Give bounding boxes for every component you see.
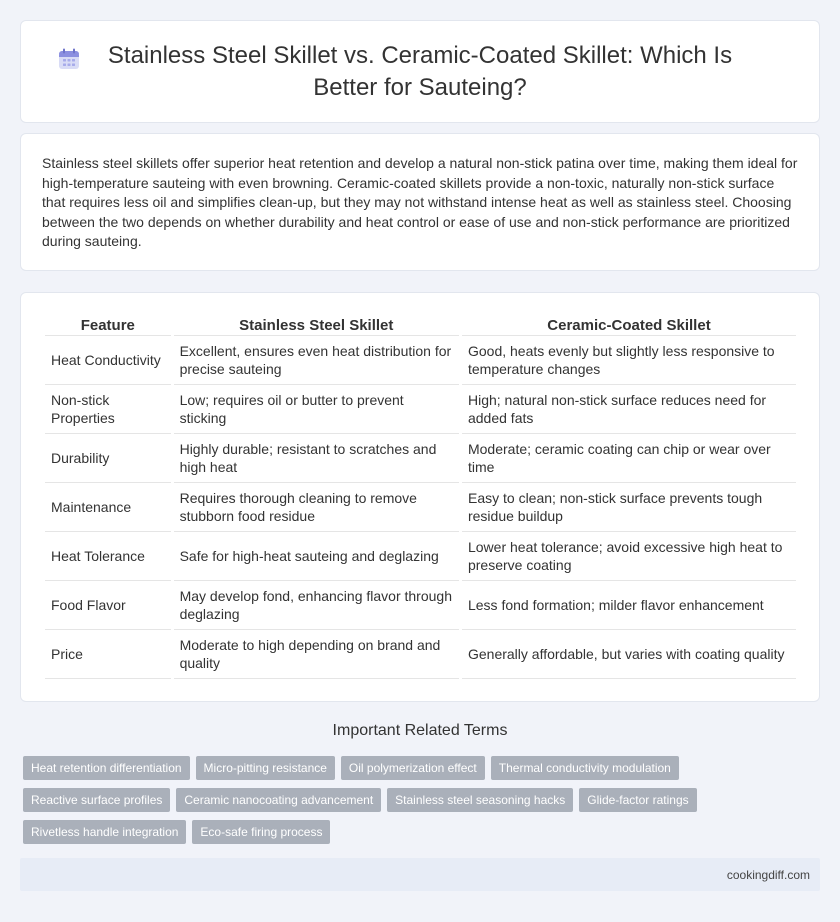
row-feature: Food Flavor (45, 581, 171, 630)
related-tag[interactable]: Rivetless handle integration (23, 820, 186, 844)
comparison-table-card (20, 292, 820, 702)
header-card (20, 20, 820, 123)
footer (20, 858, 820, 891)
related-tag[interactable]: Oil polymerization effect (341, 756, 485, 780)
row-feature: Maintenance (45, 483, 171, 532)
row-feature: Heat Tolerance (45, 532, 171, 581)
intro-paragraph: Stainless steel skillets offer superior heat retention and develop a natural non-stick patina over time, making them ideal for high-temperature sauteing with even browning. Ceramic-coated skillets provide a non-toxic, naturally non-stick surface that requires less oil and simplifies clean-up, but they may not withstand intense heat as well as stainless steel. Choosing between the two depends on whether durability and heat control or ease of use and non-stick performance are prioritized during sauteing. (42, 155, 798, 250)
header-feature: Feature (45, 314, 171, 336)
row-feature: Price (45, 630, 171, 679)
row-feature: Heat Conductivity (45, 336, 171, 385)
row-ceramic: Lower heat tolerance; avoid excessive high heat to preserve coating (462, 532, 796, 581)
row-ceramic: Moderate; ceramic coating can chip or wear over time (462, 434, 796, 483)
row-stainless: Low; requires oil or butter to prevent sticking (174, 385, 459, 434)
row-ceramic: Less fond formation; milder flavor enhancement (462, 581, 796, 630)
intro-card (20, 133, 820, 271)
row-ceramic: High; natural non-stick surface reduces need for added fats (462, 385, 796, 434)
related-tag[interactable]: Heat retention differentiation (23, 756, 190, 780)
table-row (45, 483, 796, 532)
row-ceramic: Easy to clean; non-stick surface prevents tough residue buildup (462, 483, 796, 532)
row-stainless: Requires thorough cleaning to remove stubborn food residue (174, 483, 459, 532)
row-stainless: Excellent, ensures even heat distribution for precise sauteing (174, 336, 459, 385)
related-tag[interactable]: Reactive surface profiles (23, 788, 170, 812)
row-feature: Durability (45, 434, 171, 483)
table-row (45, 630, 796, 679)
row-stainless: May develop fond, enhancing flavor through deglazing (174, 581, 459, 630)
row-ceramic: Good, heats evenly but slightly less responsive to temperature changes (462, 336, 796, 385)
header-stainless: Stainless Steel Skillet (174, 314, 459, 336)
row-stainless: Highly durable; resistant to scratches and high heat (174, 434, 459, 483)
related-terms-tags (23, 756, 813, 844)
row-stainless: Moderate to high depending on brand and quality (174, 630, 459, 679)
row-stainless: Safe for high-heat sauteing and deglazing (174, 532, 459, 581)
table-row (45, 581, 796, 630)
related-tag[interactable]: Stainless steel seasoning hacks (387, 788, 573, 812)
table-row (45, 434, 796, 483)
footer-site-link[interactable]: cookingdiff.com (726, 868, 810, 882)
related-terms-title: Important Related Terms (332, 722, 508, 739)
table-row (45, 385, 796, 434)
page-title: Stainless Steel Skillet vs. Ceramic-Coated Skillet: Which Is Better for Sauteing? (107, 41, 733, 101)
comparison-table (42, 314, 799, 679)
related-tag[interactable]: Ceramic nanocoating advancement (176, 788, 381, 812)
related-tag[interactable]: Micro-pitting resistance (196, 756, 335, 780)
table-header-row (45, 314, 796, 336)
header-ceramic: Ceramic-Coated Skillet (462, 314, 796, 336)
related-tag[interactable]: Thermal conductivity modulation (491, 756, 679, 780)
related-tag[interactable]: Eco-safe firing process (192, 820, 330, 844)
row-feature: Non-stick Properties (45, 385, 171, 434)
related-tag[interactable]: Glide-factor ratings (579, 788, 696, 812)
table-row (45, 336, 796, 385)
table-row (45, 532, 796, 581)
row-ceramic: Generally affordable, but varies with coating quality (462, 630, 796, 679)
